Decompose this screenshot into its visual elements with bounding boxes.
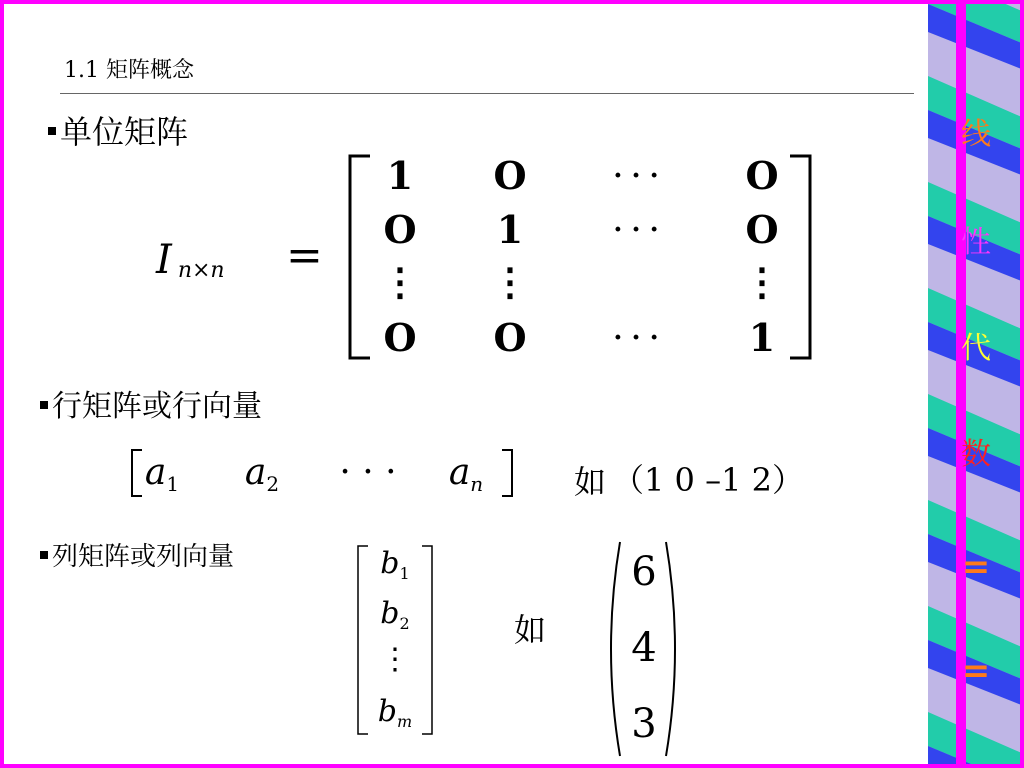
bullet-icon — [40, 401, 48, 409]
bullet-icon — [40, 551, 48, 559]
column-vector-heading — [40, 540, 234, 574]
entry-subscript: 2 — [266, 472, 280, 496]
column-example-value: 6 — [631, 549, 657, 595]
identity-lhs — [156, 236, 225, 291]
matrix-cell: ⋮ — [491, 259, 529, 304]
matrix-cell: 1 — [496, 207, 524, 252]
vector-entry — [364, 596, 426, 636]
vector-entry — [222, 452, 302, 498]
vector-entry — [328, 452, 408, 494]
entry-symbol: a — [448, 452, 471, 493]
row-vector-heading — [40, 388, 262, 426]
identity-heading — [48, 112, 188, 152]
entry-subscript: 2 — [399, 614, 410, 633]
vector-entry — [426, 452, 506, 498]
column-example-value: 4 — [631, 625, 657, 671]
row-vector-heading-text: 行矩阵或行向量 — [52, 389, 262, 424]
vector-entry — [364, 642, 426, 678]
entry-symbol: b — [380, 596, 400, 631]
entry-symbol: b — [380, 546, 400, 581]
entry-symbol: a — [244, 452, 267, 493]
entry-symbol: ⋮ — [380, 642, 410, 677]
entry-subscript: m — [397, 712, 413, 731]
bullet-icon — [48, 127, 56, 135]
vector-entry — [364, 694, 426, 734]
vector-entry — [122, 452, 202, 498]
sidebar-label: 线 — [961, 117, 991, 152]
matrix-cell: O — [745, 153, 779, 198]
matrix-cell: · · · — [613, 323, 659, 353]
vector-entry — [364, 546, 426, 586]
matrix-cell: O — [745, 207, 779, 252]
row-vector-example: （1 0 –1 2） — [612, 461, 804, 499]
entry-subscript: n — [470, 472, 484, 496]
matrix-cell: 1 — [748, 315, 776, 360]
matrix-cell: 1 — [386, 153, 414, 198]
column-example-value: 3 — [631, 701, 657, 747]
entry-symbol: a — [144, 452, 167, 493]
header-divider — [60, 93, 914, 94]
entry-symbol: b — [377, 694, 398, 729]
sidebar-label: = — [961, 651, 991, 691]
matrix-cell: ⋮ — [743, 259, 781, 304]
matrix-cell: O — [383, 315, 417, 360]
sidebar-label: 代 — [961, 331, 991, 366]
identity-heading-text: 单位矩阵 — [60, 113, 189, 151]
page-title: 1.1 矩阵概念 — [64, 58, 194, 83]
matrix-cell: O — [383, 207, 417, 252]
matrix-cell: ⋮ — [381, 259, 419, 304]
matrix-cell: · · · — [613, 161, 659, 191]
entry-subscript: 1 — [399, 564, 410, 583]
matrix-cell: O — [493, 315, 527, 360]
column-vector-heading-text: 列矩阵或列向量 — [52, 542, 235, 572]
entry-subscript: 1 — [166, 472, 180, 496]
sidebar-label: 性 — [961, 225, 991, 260]
matrix-cell: · · · — [613, 215, 659, 245]
identity-equals: = — [286, 230, 323, 281]
matrix-cell: O — [493, 153, 527, 198]
identity-subscript: n×n — [177, 258, 225, 283]
entry-symbol: · · · — [339, 452, 397, 493]
row-vector-example-label: 如 — [574, 463, 607, 501]
identity-symbol: I — [156, 237, 172, 283]
sidebar-label: = — [961, 547, 991, 587]
sidebar-label: 数 — [961, 437, 991, 472]
column-vector-example-label: 如 — [514, 611, 547, 649]
